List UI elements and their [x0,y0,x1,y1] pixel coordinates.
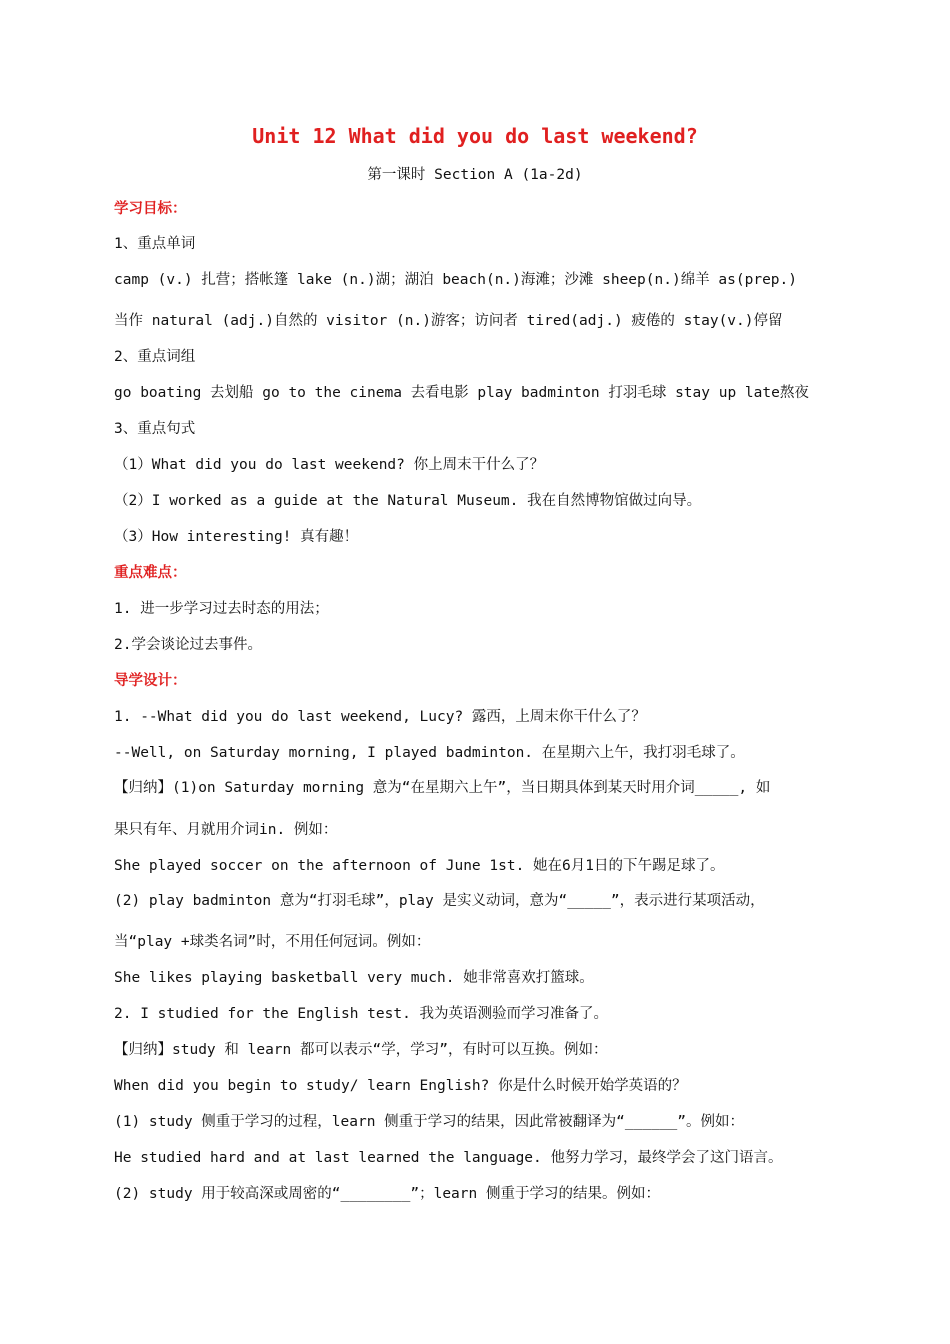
guide-line: --Well, on Saturday morning, I played badminton. 在星期六上午，我打羽毛球了。 [114,745,745,761]
key-words-line: 当作 natural (adj.)自然的 visitor (n.)游客；访问者 tired(adj.) 疲倦的 stay(v.)停留 [114,313,783,329]
guide-line: He studied hard and at last learned the language. 他努力学习，最终学会了这门语言。 [114,1150,783,1166]
guide-line: 1. --What did you do last weekend, Lucy? 露西，上周末你干什么了？ [114,709,646,725]
guide-line: 【归纳】study 和 learn 都可以表示“学，学习”，有时可以互换。例如： [114,1042,608,1058]
difficulties-heading: 重点难点： [114,565,187,581]
key-words-line: camp (v.) 扎营；搭帐篷 lake (n.)湖；湖泊 beach(n.)海滩；沙滩 sheep(n.)绵羊 as(prep.) [114,272,797,288]
objectives-heading: 学习目标： [114,201,187,217]
guide-line: 2. I studied for the English test. 我为英语测验而学习准备了。 [114,1006,609,1022]
guide-line: (2) study 用于较高深或周密的“________”；learn 侧重于学习的结果。例如： [114,1186,660,1202]
guide-line: 当“play +球类名词”时，不用任何冠词。例如： [114,934,431,950]
guide-line: When did you begin to study/ learn English? 你是什么时候开始学英语的？ [114,1078,687,1094]
guide-line: 【归纳】(1)on Saturday morning 意为“在星期六上午”，当日期具体到某天时用介词_____, 如 [114,780,771,796]
guide-line: 果只有年、月就用介词in. 例如： [114,822,338,838]
key-sentence: （1）What did you do last weekend? 你上周末干什么了？ [114,457,545,473]
document-subtitle: 第一课时 Section A (1a-2d) [367,167,583,183]
key-sentences-heading: 3、重点句式 [114,421,196,437]
key-phrases-heading: 2、重点词组 [114,349,196,365]
key-phrases-line: go boating 去划船 go to the cinema 去看电影 play badminton 打羽毛球 stay up late熬夜 [114,385,809,401]
document-title: Unit 12 What did you do last weekend? [252,124,698,148]
difficulty-item: 2.学会谈论过去事件。 [114,637,262,653]
guide-line: She played soccer on the afternoon of June 1st. 她在6月1日的下午踢足球了。 [114,858,725,874]
difficulty-item: 1. 进一步学习过去时态的用法； [114,601,329,617]
guide-line: (2) play badminton 意为“打羽毛球”，play 是实义动词，意为“_____”，表示进行某项活动， [114,893,765,909]
guide-heading: 导学设计： [114,673,187,689]
key-words-heading: 1、重点单词 [114,236,196,252]
guide-line: She likes playing basketball very much. 她非常喜欢打篮球。 [114,970,594,986]
key-sentence: （3）How interesting! 真有趣！ [114,529,359,545]
key-sentence: （2）I worked as a guide at the Natural Museum. 我在自然博物馆做过向导。 [114,493,702,509]
guide-line: (1) study 侧重于学习的过程，learn 侧重于学习的结果，因此常被翻译为“______”。例如： [114,1114,745,1130]
